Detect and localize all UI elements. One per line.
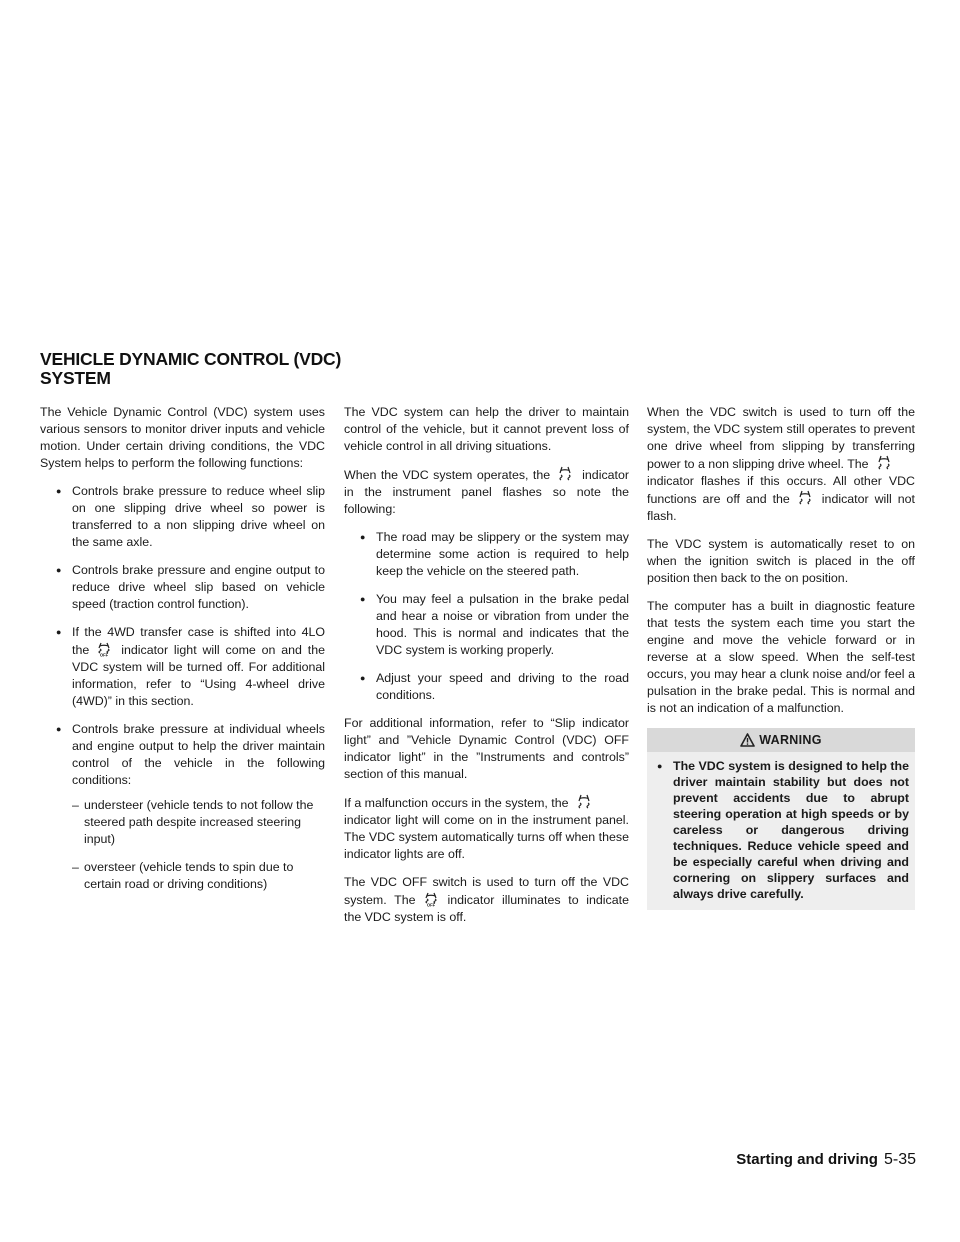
paragraph-text: indicator illuminates to indicate the VDC system is off. [344,893,629,924]
page-title: VEHICLE DYNAMIC CONTROL (VDC) SYSTEM [40,349,342,388]
slip-indicator-icon [573,794,595,810]
paragraph: The VDC system is automatically reset to on when the ignition switch is placed in the off position then back to the on position. [647,537,915,585]
paragraph [344,466,629,518]
paragraph-text: indicator will not flash. [647,492,915,523]
list-item: ● You may feel a pulsation in the brake pedal and hear a noise or vibration from under the hood. This is normal and indicates that the VDC system is working properly. [344,591,629,659]
condition-list [72,797,325,893]
list-item-text: Controls brake pressure to reduce wheel slip on one slipping drive wheel so power is transferred to a non slipping drive wheel on the same axle. [72,484,325,549]
paragraph-text: When the VDC switch is used to turn off the system, the VDC system still operates to prevent one drive wheel from slipping by transferring power to a non slipping drive wheel. The [647,405,915,471]
list-item [40,624,325,710]
list-item: ● The road may be slippery or the system may determine some action is required to help keep the vehicle on the steered path. [344,529,629,580]
list-item: ● The VDC system is designed to help the driver maintain stability but does not prevent accidents due to abrupt steering operation at high speeds or by careless or dangerous driving techniques. Reduce vehicle speed and be especially careful when driving and cornering on slippery surfaces and always drive carefully. [647,758,909,902]
vdc-off-indicator-icon [93,641,115,657]
page-number: 5-35 [883,1151,916,1168]
warning-title: WARNING [759,732,822,747]
function-list [40,483,325,893]
paragraph-text: indicator light will come on in the instrument panel. The VDC system automatically turns off when these indicator lights are off. [344,813,629,861]
slip-indicator-icon [794,490,816,506]
paragraph [647,404,915,525]
paragraph-text: indicator flashes if this occurs. All other VDC functions are off and the [647,474,915,506]
warning-triangle-icon [740,733,755,747]
list-item: – oversteer (vehicle tends to spin due to certain road or driving conditions) [72,859,325,893]
svg-text:OFF: OFF [100,652,109,657]
paragraph: The computer has a built in diagnostic feature that tests the system each time you start the engine and move the vehicle forward or in reverse at a slow speed. When the self-test occurs, you may hear a clunk noise and/or feel a pulsation in the brake pedal. This is normal and is not an indication of a malfunction. [647,599,915,715]
warning-box [647,728,915,910]
column-2 [344,404,629,937]
note-list [344,529,629,704]
paragraph-text: When the VDC system operates, the [344,468,551,482]
warning-body [647,752,915,910]
warning-header [647,728,915,752]
paragraph-text: If a malfunction occurs in the system, the [344,796,569,810]
list-item-text: If the 4WD transfer case is shifted into 4LO the [72,625,325,657]
paragraph [344,794,629,863]
warning-list [647,758,909,902]
list-item [40,483,325,551]
vdc-off-indicator-icon [420,891,442,907]
list-item-text: Controls brake pressure and engine output to reduce drive wheel slip based on vehicle speed (traction control function). [72,563,325,611]
page-footer [736,1151,916,1169]
paragraph: For additional information, refer to “Slip indicator light” and ”Vehicle Dynamic Control (VDC) OFF indicator light” in the ”Instruments and controls” section of this manual. [344,716,629,781]
list-item [40,562,325,613]
paragraph [344,874,629,926]
intro-paragraph: The Vehicle Dynamic Control (VDC) system uses various sensors to monitor driver inputs and vehicle motion. Under certain driving conditions, the VDC System helps to perform the following functions: [40,405,325,470]
list-item [40,721,325,893]
column-3 [647,404,915,910]
slip-indicator-icon [873,455,895,471]
list-item: ● Adjust your speed and driving to the road conditions. [344,670,629,704]
slip-indicator-icon [554,466,576,482]
list-item-text: Controls brake pressure at individual wheels and engine output to help the driver maintain control of the vehicle in the following conditions: [72,722,325,787]
paragraph: The VDC system can help the driver to maintain control of the vehicle, but it cannot prevent loss of vehicle control in all driving situations. [344,405,629,453]
footer-section-label: Starting and driving [736,1151,878,1168]
svg-text:OFF: OFF [426,902,435,907]
column-1 [40,404,325,904]
list-item-text: indicator light will come on and the VDC system will be turned off. For additional information, refer to “Using 4-wheel drive (4WD)” in this section. [72,643,325,708]
list-item: – understeer (vehicle tends to not follow the steered path despite increased steering input) [72,797,325,848]
paragraph-text: indicator in the instrument panel flashes so note the following: [344,468,629,516]
paragraph-text: The VDC OFF switch is used to turn off the VDC system. The [344,875,629,907]
